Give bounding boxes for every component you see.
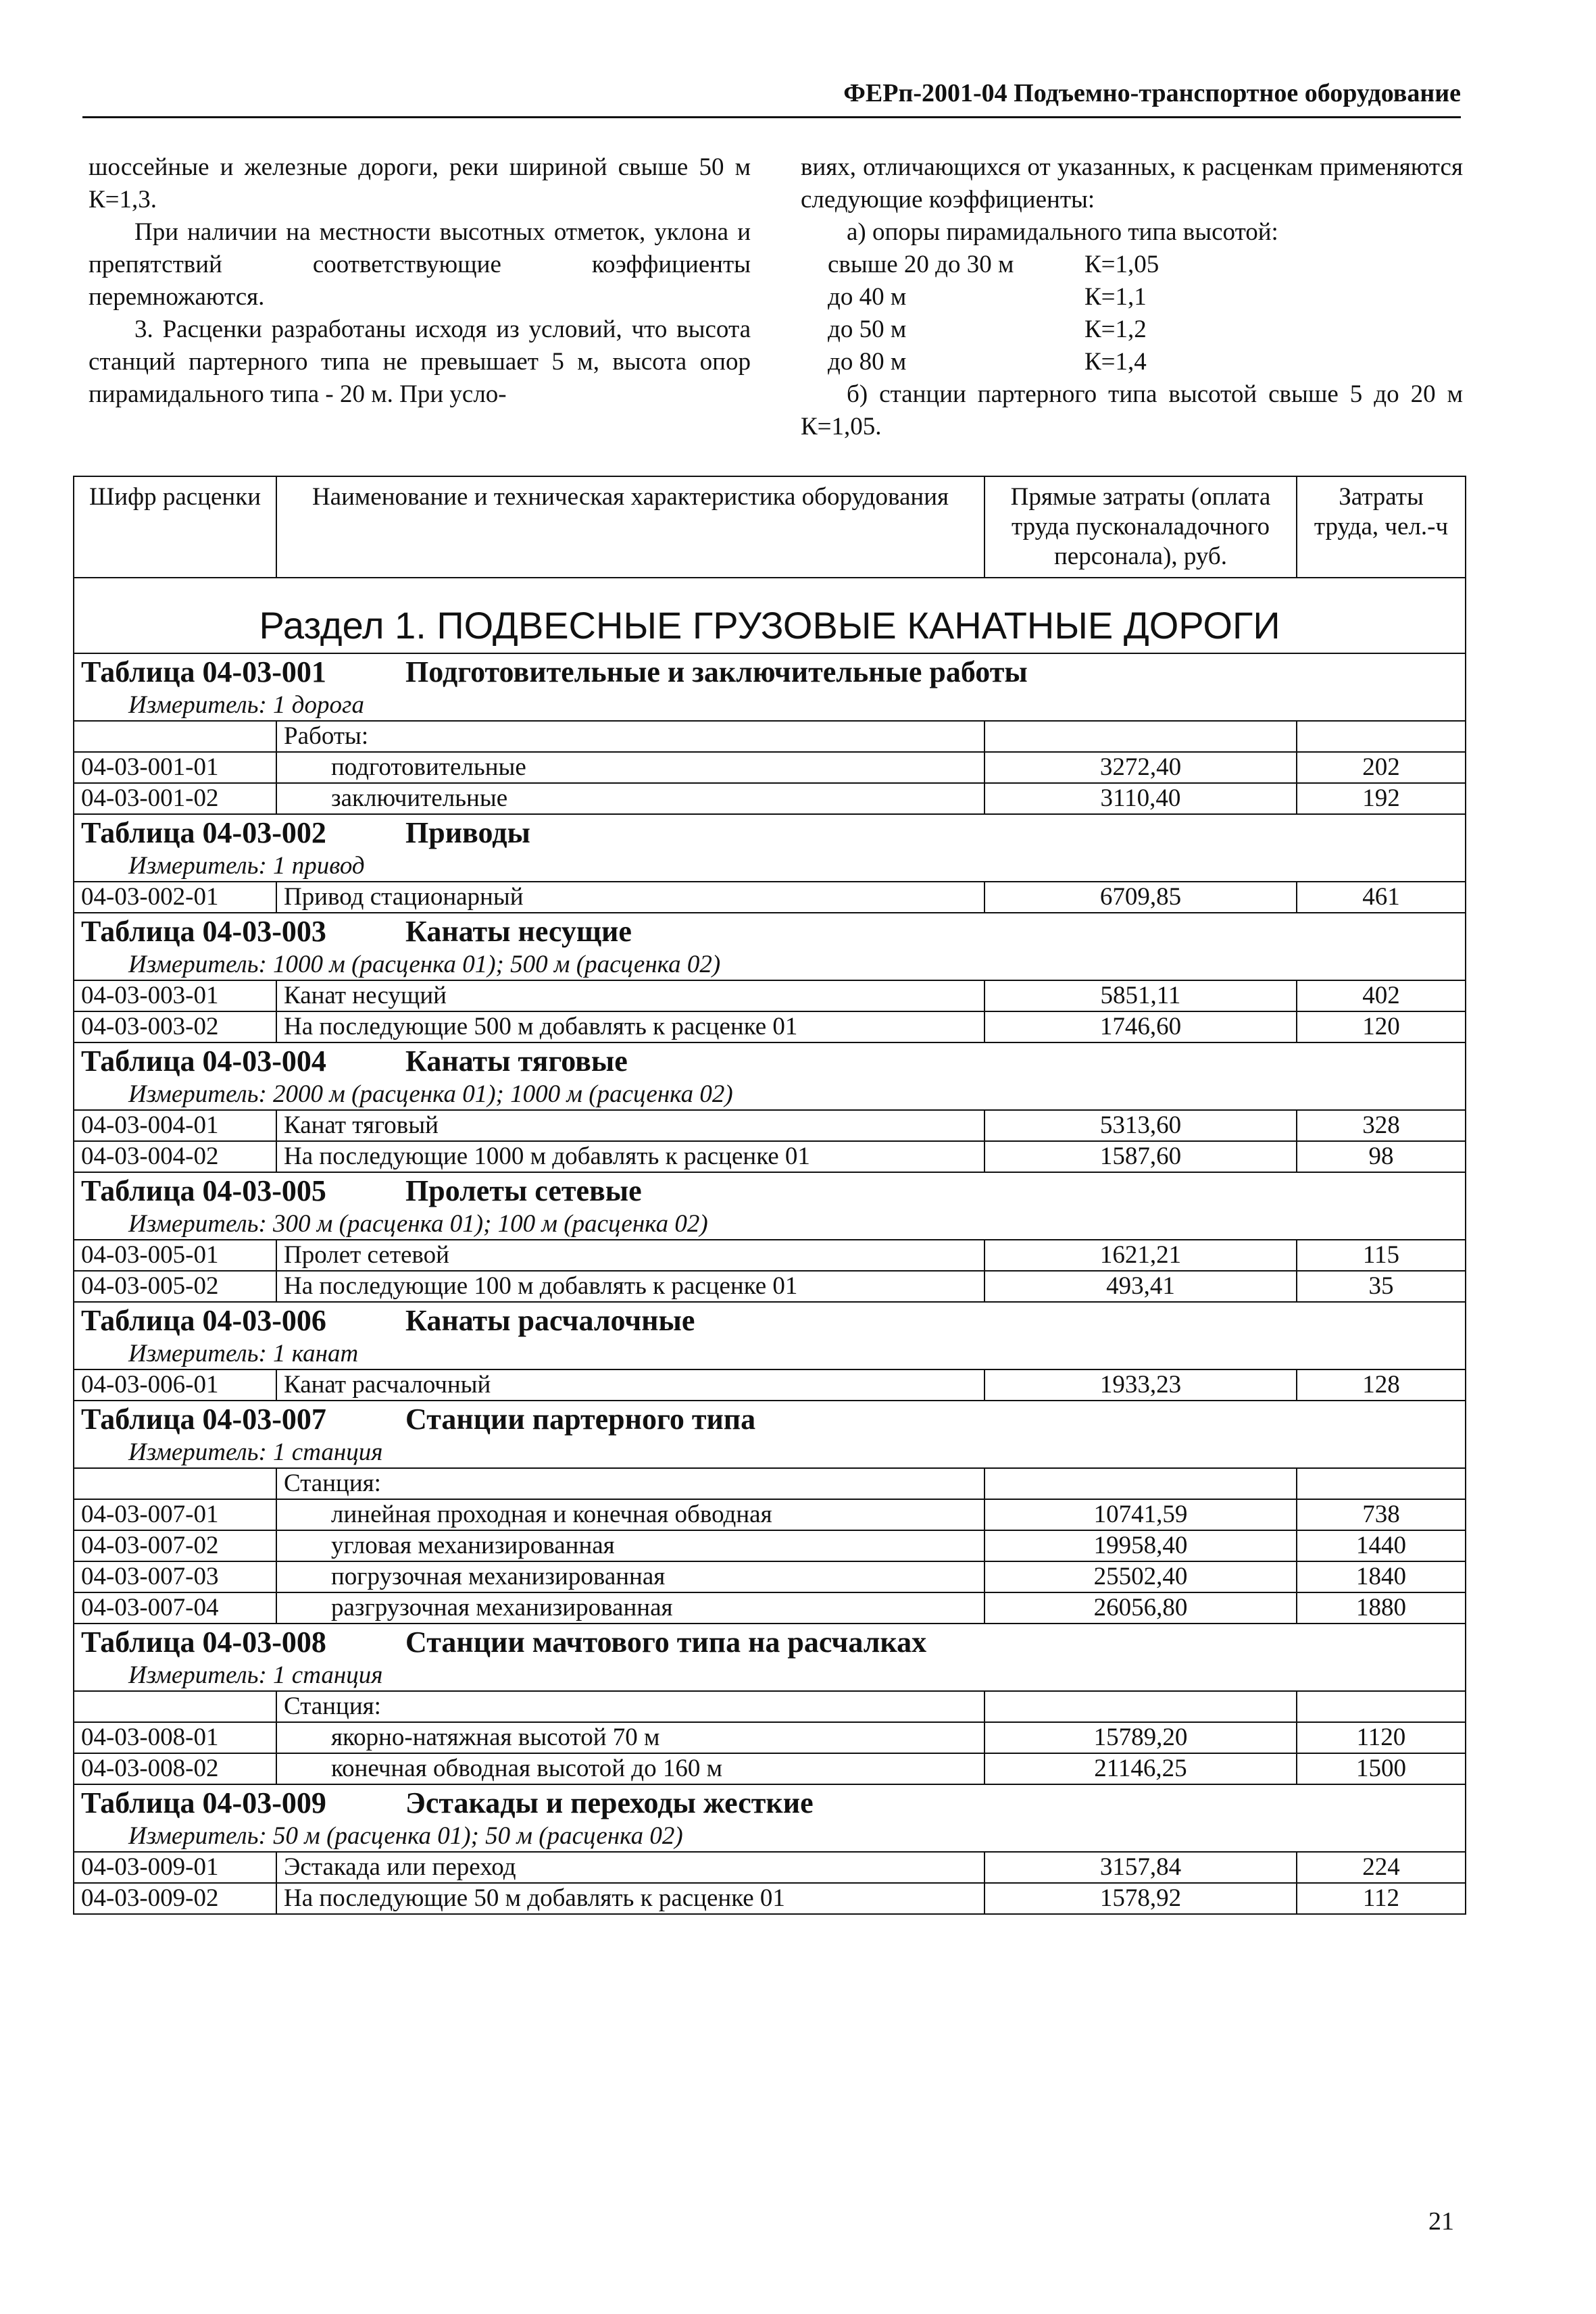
rate-labor: 224 [1297, 1852, 1466, 1883]
rate-name: якорно-натяжная высотой 70 м [276, 1722, 984, 1753]
measure-value: 1 станция [273, 1438, 383, 1466]
rate-labor: 98 [1297, 1141, 1466, 1172]
table-header-row [74, 476, 1466, 578]
subtable-title [74, 1401, 1466, 1438]
subtable-title-row [74, 1302, 1466, 1339]
price-table [73, 476, 1466, 1915]
intro-left-column [89, 151, 751, 443]
subtable-title-row [74, 1624, 1466, 1661]
rate-code: 04-03-003-02 [74, 1011, 276, 1042]
rate-cost [984, 1691, 1297, 1722]
table-row [74, 1271, 1466, 1302]
measure-label: Измеритель: [128, 1438, 267, 1466]
measure-label: Измеритель: [128, 1080, 267, 1108]
coefficient-value: К=1,05 [1084, 251, 1159, 278]
subtable-name: Канаты несущие [405, 915, 632, 948]
intro-text [89, 151, 1463, 443]
rate-name: Станция: [276, 1468, 984, 1499]
header-labor: Затраты труда, чел.-ч [1297, 476, 1466, 578]
rate-labor: 402 [1297, 980, 1466, 1011]
measure [74, 851, 1466, 882]
subtable-title-row [74, 653, 1466, 690]
table-row [74, 882, 1466, 913]
rate-name: Канат тяговый [276, 1110, 984, 1141]
rate-name: разгрузочная механизированная [276, 1592, 984, 1624]
measure-label: Измеритель: [128, 1661, 267, 1689]
running-header: ФЕРп-2001-04 Подъемно-транспортное оборудование [82, 78, 1461, 118]
subtable-title-row [74, 1042, 1466, 1080]
measure [74, 1821, 1466, 1852]
rate-name: угловая механизированная [276, 1530, 984, 1561]
coefficient-label: до 80 м [828, 348, 907, 376]
coefficient-row [801, 313, 1463, 346]
rate-code: 04-03-005-02 [74, 1271, 276, 1302]
rate-labor: 112 [1297, 1883, 1466, 1914]
rate-cost: 25502,40 [984, 1561, 1297, 1592]
measure-row [74, 1821, 1466, 1852]
rate-code: 04-03-009-02 [74, 1883, 276, 1914]
rate-labor: 1840 [1297, 1561, 1466, 1592]
subtable-number: Таблица 04-03-009 [81, 1786, 326, 1819]
table-body [74, 578, 1466, 1914]
subtable-title [74, 653, 1466, 690]
rate-code: 04-03-007-03 [74, 1561, 276, 1592]
table-row [74, 752, 1466, 783]
rate-labor [1297, 721, 1466, 752]
subtable-title-row [74, 1784, 1466, 1821]
coefficient-row [801, 281, 1463, 313]
measure [74, 1080, 1466, 1110]
table-row [74, 721, 1466, 752]
measure-label: Измеритель: [128, 1822, 267, 1850]
subtable-title [74, 1172, 1466, 1209]
coefficient-label: до 50 м [828, 316, 907, 343]
rate-code: 04-03-001-01 [74, 752, 276, 783]
rate-code [74, 1691, 276, 1722]
subtable-number: Таблица 04-03-004 [81, 1045, 326, 1078]
rate-name: подготовительные [276, 752, 984, 783]
subtable-number: Таблица 04-03-006 [81, 1304, 326, 1337]
measure [74, 950, 1466, 980]
rate-name: Пролет сетевой [276, 1240, 984, 1271]
subtable-number: Таблица 04-03-005 [81, 1174, 326, 1207]
measure-row [74, 950, 1466, 980]
coefficient-row [801, 346, 1463, 378]
section-row [74, 578, 1466, 653]
measure [74, 690, 1466, 721]
intro-paragraph: а) опоры пирамидального типа высотой: [847, 218, 1278, 246]
rate-code: 04-03-003-01 [74, 980, 276, 1011]
rate-code: 04-03-008-02 [74, 1753, 276, 1784]
table-row [74, 1240, 1466, 1271]
rate-name: Эстакада или переход [276, 1852, 984, 1883]
measure [74, 1438, 1466, 1468]
coefficient-value: К=1,4 [1084, 348, 1147, 376]
subtable-title-row [74, 1401, 1466, 1438]
rate-code: 04-03-007-01 [74, 1499, 276, 1530]
subtable-name: Пролеты сетевые [405, 1174, 642, 1207]
measure-label: Измеритель: [128, 852, 267, 880]
header-name: Наименование и техническая характеристика оборудования [276, 476, 984, 578]
rate-code: 04-03-009-01 [74, 1852, 276, 1883]
rate-name: Станция: [276, 1691, 984, 1722]
table-row [74, 1852, 1466, 1883]
rate-code: 04-03-004-02 [74, 1141, 276, 1172]
rate-code: 04-03-007-04 [74, 1592, 276, 1624]
rate-cost: 19958,40 [984, 1530, 1297, 1561]
rate-labor: 461 [1297, 882, 1466, 913]
table-row [74, 1110, 1466, 1141]
measure-value: 1000 м (расценка 01); 500 м (расценка 02) [273, 951, 721, 978]
measure-row [74, 1438, 1466, 1468]
intro-paragraph: виях, отличающихся от указанных, к расценкам применяются следующие коэффициенты: [801, 153, 1463, 213]
subtable-name: Канаты расчалочные [405, 1304, 695, 1337]
rate-name: конечная обводная высотой до 160 м [276, 1753, 984, 1784]
rate-labor: 1120 [1297, 1722, 1466, 1753]
rate-name: Привод стационарный [276, 882, 984, 913]
rate-name: линейная проходная и конечная обводная [276, 1499, 984, 1530]
intro-paragraph: 3. Расценки разработаны исходя из условий, что высота станций партерного типа не превышает 5 м, высота опор пирамидального типа - 20 м. При усло- [89, 316, 751, 408]
subtable-name: Станции партерного типа [405, 1403, 756, 1436]
measure-label: Измеритель: [128, 1340, 267, 1367]
table-row [74, 1883, 1466, 1914]
measure-value: 1 станция [273, 1661, 383, 1689]
page-number: 21 [1428, 2207, 1454, 2236]
subtable-title-row [74, 1172, 1466, 1209]
subtable-title-row [74, 814, 1466, 851]
rate-cost: 3272,40 [984, 752, 1297, 783]
table-row [74, 1369, 1466, 1401]
measure-label: Измеритель: [128, 951, 267, 978]
rate-name: Канат несущий [276, 980, 984, 1011]
rate-cost: 5313,60 [984, 1110, 1297, 1141]
intro-paragraph: При наличии на местности высотных отметок, уклона и препятствий соответствующие коэффициенты перемножаются. [89, 218, 751, 311]
rate-labor: 1440 [1297, 1530, 1466, 1561]
subtable-number: Таблица 04-03-007 [81, 1403, 326, 1436]
intro-right-column [801, 151, 1463, 443]
rate-cost: 10741,59 [984, 1499, 1297, 1530]
table-row [74, 783, 1466, 814]
table-row [74, 1499, 1466, 1530]
subtable-name: Канаты тяговые [405, 1045, 628, 1078]
subtable-number: Таблица 04-03-002 [81, 816, 326, 849]
table-row [74, 1561, 1466, 1592]
subtable-title-row [74, 913, 1466, 950]
rate-name: Канат расчалочный [276, 1369, 984, 1401]
rate-name: На последующие 1000 м добавлять к расценке 01 [276, 1141, 984, 1172]
measure-label: Измеритель: [128, 691, 267, 719]
measure [74, 1339, 1466, 1369]
rate-cost: 1621,21 [984, 1240, 1297, 1271]
rate-cost: 1587,60 [984, 1141, 1297, 1172]
subtable-number: Таблица 04-03-008 [81, 1626, 326, 1659]
rate-name: заключительные [276, 783, 984, 814]
table-row [74, 1722, 1466, 1753]
subtable-title [74, 1302, 1466, 1339]
subtable-title [74, 1784, 1466, 1821]
rate-labor: 192 [1297, 783, 1466, 814]
rate-name: На последующие 500 м добавлять к расценке 01 [276, 1011, 984, 1042]
rate-code: 04-03-005-01 [74, 1240, 276, 1271]
rate-name: погрузочная механизированная [276, 1561, 984, 1592]
coefficient-label: до 40 м [828, 283, 907, 311]
subtable-title [74, 1624, 1466, 1661]
rate-labor: 120 [1297, 1011, 1466, 1042]
subtable-number: Таблица 04-03-003 [81, 915, 326, 948]
measure-row [74, 1339, 1466, 1369]
measure-row [74, 1080, 1466, 1110]
rate-code: 04-03-006-01 [74, 1369, 276, 1401]
subtable-title [74, 814, 1466, 851]
coefficient-value: К=1,2 [1084, 316, 1147, 343]
measure-row [74, 1661, 1466, 1691]
subtable-title [74, 1042, 1466, 1080]
measure-value: 1 привод [273, 852, 365, 880]
table-row [74, 1011, 1466, 1042]
rate-labor: 115 [1297, 1240, 1466, 1271]
rate-labor [1297, 1468, 1466, 1499]
measure-row [74, 690, 1466, 721]
rate-code: 04-03-001-02 [74, 783, 276, 814]
measure-label: Измеритель: [128, 1210, 267, 1238]
rate-cost: 26056,80 [984, 1592, 1297, 1624]
rate-code: 04-03-008-01 [74, 1722, 276, 1753]
rate-cost: 3157,84 [984, 1852, 1297, 1883]
rate-name: Работы: [276, 721, 984, 752]
coefficient-row [801, 249, 1463, 281]
measure-value: 1 канат [273, 1340, 359, 1367]
rate-code: 04-03-007-02 [74, 1530, 276, 1561]
table-row [74, 1592, 1466, 1624]
rate-cost: 1933,23 [984, 1369, 1297, 1401]
table-row [74, 1141, 1466, 1172]
section-title: Раздел 1. ПОДВЕСНЫЕ ГРУЗОВЫЕ КАНАТНЫЕ ДОРОГИ [74, 578, 1466, 653]
rate-name: На последующие 100 м добавлять к расценке 01 [276, 1271, 984, 1302]
rate-cost: 15789,20 [984, 1722, 1297, 1753]
rate-code [74, 721, 276, 752]
measure [74, 1661, 1466, 1691]
measure-value: 300 м (расценка 01); 100 м (расценка 02) [273, 1210, 708, 1238]
measure-value: 1 дорога [273, 691, 364, 719]
rate-cost: 1578,92 [984, 1883, 1297, 1914]
measure-value: 50 м (расценка 01); 50 м (расценка 02) [273, 1822, 683, 1850]
rate-cost [984, 1468, 1297, 1499]
subtable-title [74, 913, 1466, 950]
coefficient-label: свыше 20 до 30 м [828, 251, 1014, 278]
rate-cost: 5851,11 [984, 980, 1297, 1011]
measure-row [74, 1209, 1466, 1240]
rate-cost: 6709,85 [984, 882, 1297, 913]
subtable-name: Подготовительные и заключительные работы [405, 655, 1028, 688]
table-row [74, 1753, 1466, 1784]
subtable-number: Таблица 04-03-001 [81, 655, 326, 688]
rate-cost: 493,41 [984, 1271, 1297, 1302]
rate-name: На последующие 50 м добавлять к расценке 01 [276, 1883, 984, 1914]
rate-cost: 3110,40 [984, 783, 1297, 814]
rate-labor: 35 [1297, 1271, 1466, 1302]
rate-labor: 128 [1297, 1369, 1466, 1401]
table-row [74, 1468, 1466, 1499]
header-code: Шифр расценки [74, 476, 276, 578]
rate-labor: 202 [1297, 752, 1466, 783]
table-row [74, 1530, 1466, 1561]
rate-labor: 328 [1297, 1110, 1466, 1141]
rate-labor: 1500 [1297, 1753, 1466, 1784]
subtable-name: Приводы [405, 816, 530, 849]
rate-cost: 1746,60 [984, 1011, 1297, 1042]
rate-labor: 1880 [1297, 1592, 1466, 1624]
table-row [74, 1691, 1466, 1722]
coefficient-value: К=1,1 [1084, 283, 1147, 311]
measure [74, 1209, 1466, 1240]
table-row [74, 980, 1466, 1011]
rate-labor: 738 [1297, 1499, 1466, 1530]
subtable-name: Эстакады и переходы жесткие [405, 1786, 814, 1819]
measure-value: 2000 м (расценка 01); 1000 м (расценка 02) [273, 1080, 733, 1108]
rate-code: 04-03-002-01 [74, 882, 276, 913]
rate-code: 04-03-004-01 [74, 1110, 276, 1141]
intro-paragraph: б) станции партерного типа высотой свыше 5 до 20 м К=1,05. [801, 380, 1463, 441]
subtable-name: Станции мачтового типа на расчалках [405, 1626, 927, 1659]
rate-labor [1297, 1691, 1466, 1722]
intro-paragraph: шоссейные и железные дороги, реки шириной свыше 50 м К=1,3. [89, 153, 751, 213]
rate-cost: 21146,25 [984, 1753, 1297, 1784]
measure-row [74, 851, 1466, 882]
rate-code [74, 1468, 276, 1499]
rate-cost [984, 721, 1297, 752]
header-cost: Прямые затраты (оплата труда пусконаладочного персонала), руб. [984, 476, 1297, 578]
